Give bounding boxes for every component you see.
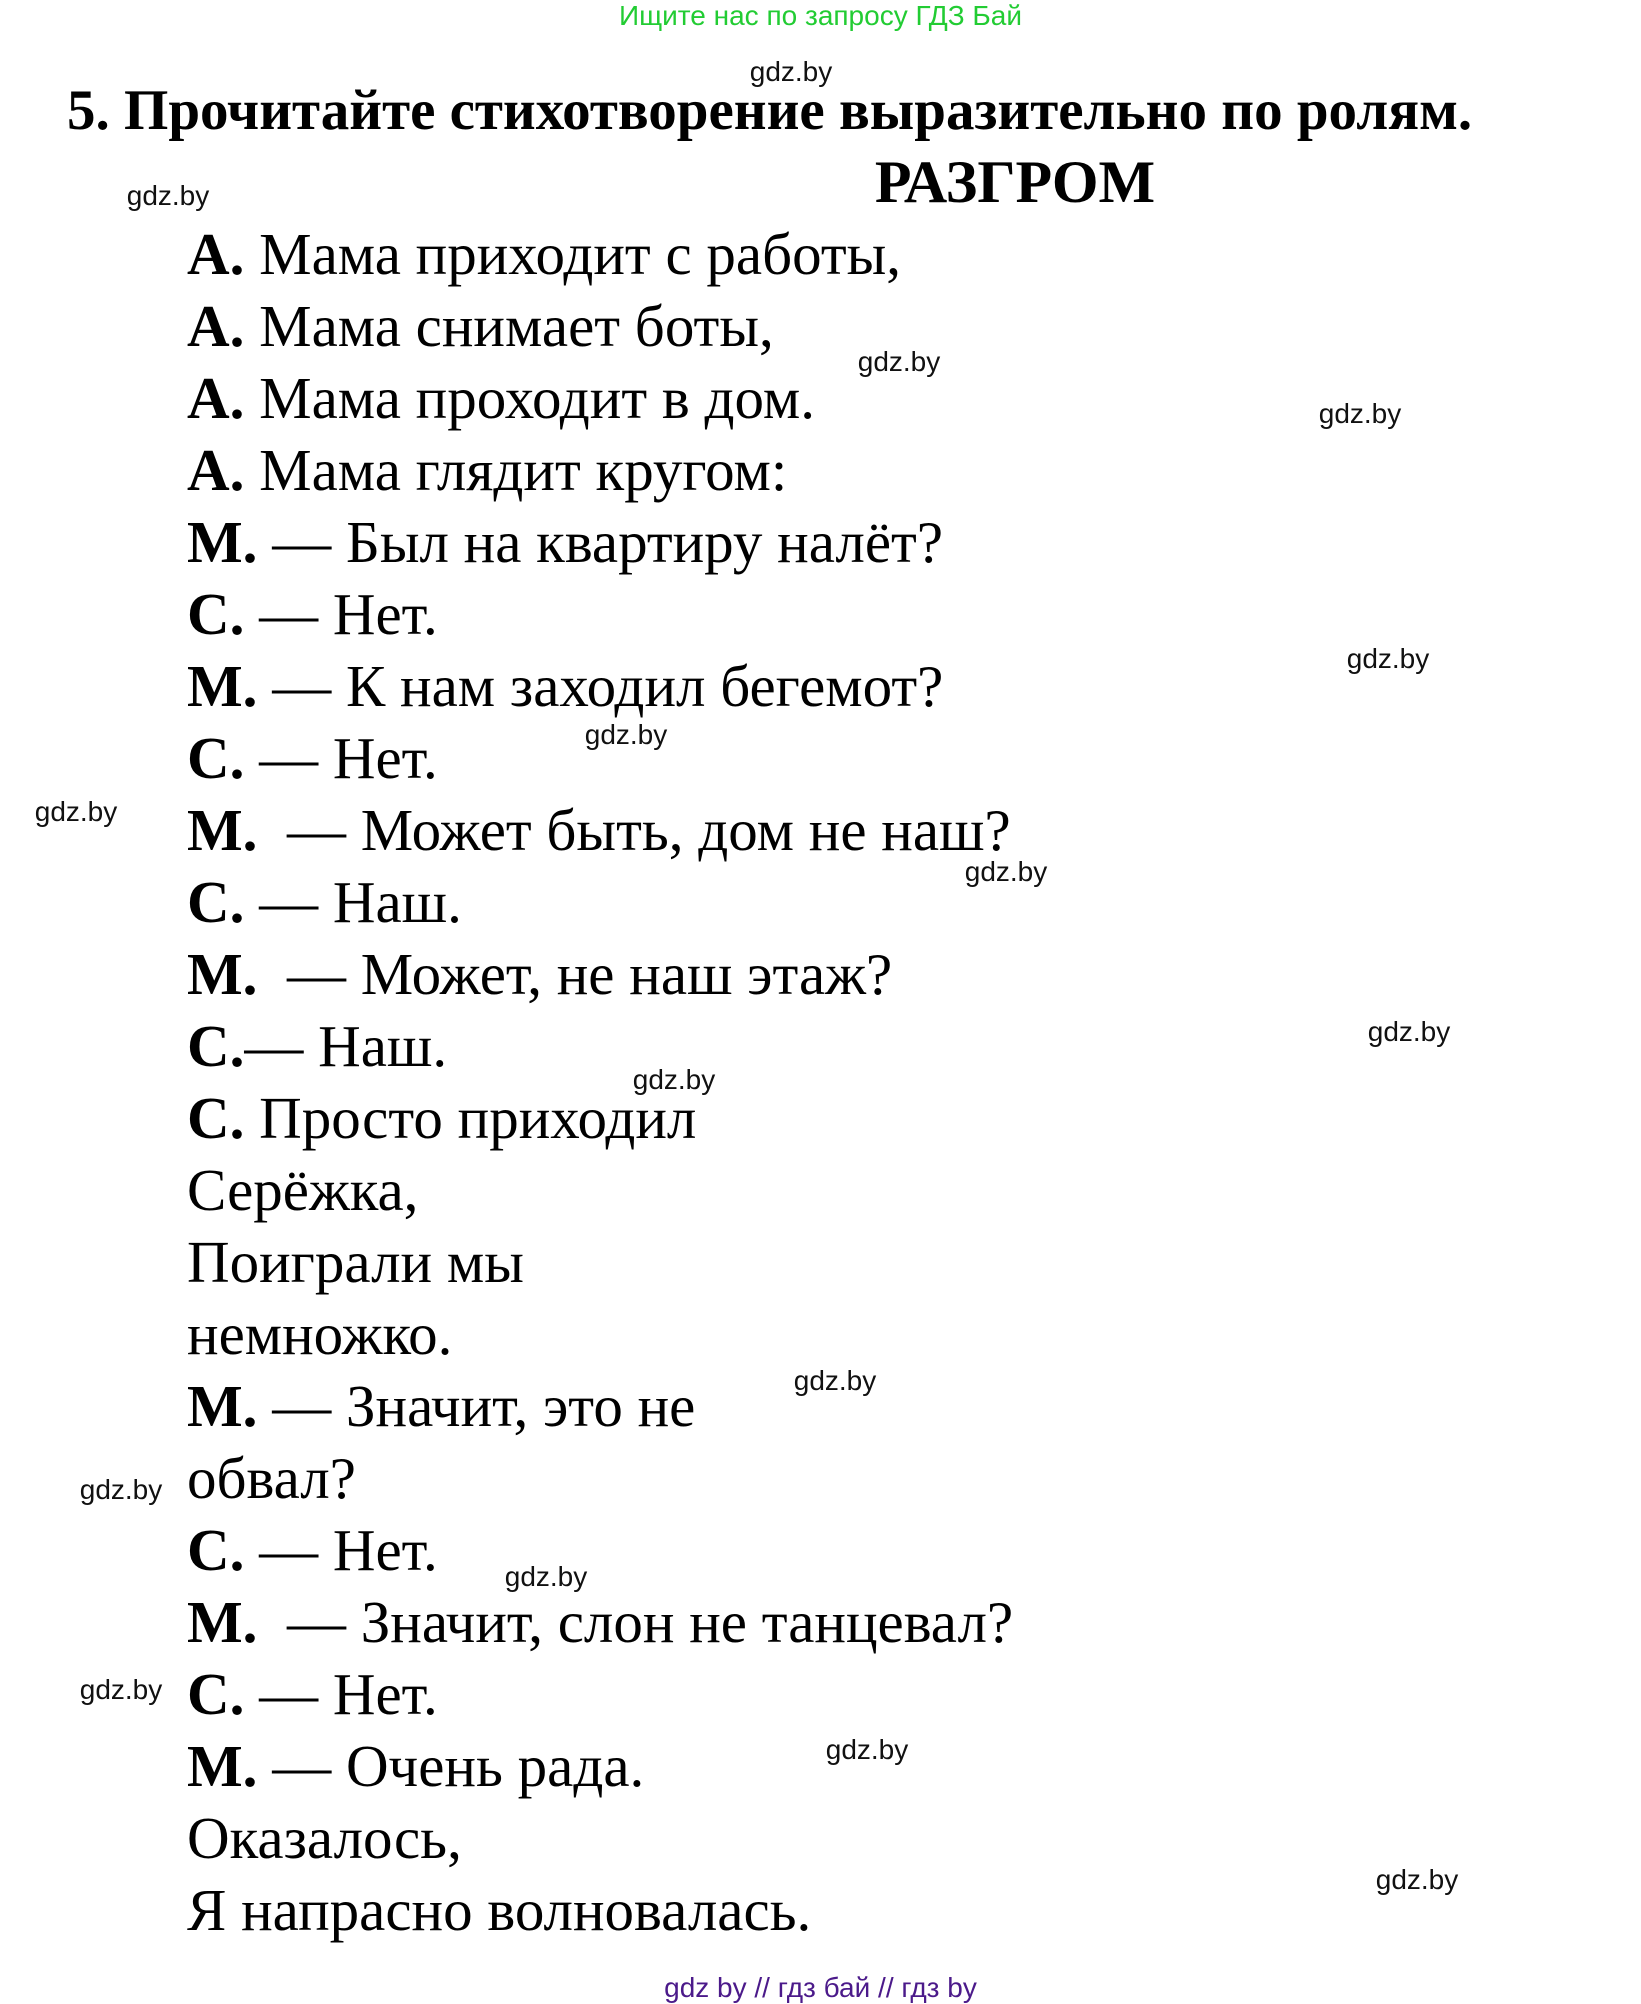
line-text: — Может, не наш этаж?	[257, 941, 893, 1007]
search-hint-banner: Ищите нас по запросу ГДЗ Бай	[618, 0, 1023, 31]
line-text: — Значит, это не	[257, 1373, 696, 1439]
line-text: Я напрасно волновалась.	[187, 1877, 812, 1943]
poem-line	[187, 866, 462, 938]
speaker-label: М.	[187, 509, 258, 575]
poem-line	[187, 1154, 418, 1226]
watermark: gdz.by	[79, 1474, 163, 1505]
watermark: gdz.by	[1367, 1016, 1451, 1047]
speaker-label: С.	[187, 1517, 245, 1583]
speaker-label: С.	[187, 1013, 245, 1079]
line-text: — Может быть, дом не наш?	[257, 797, 1011, 863]
line-text: Мама снимает боты,	[244, 293, 774, 359]
poem-title: РАЗГРОМ	[874, 149, 1156, 215]
poem-line	[187, 1370, 695, 1442]
poem-line	[187, 1586, 1013, 1658]
line-text: — Нет.	[244, 1661, 438, 1727]
watermark: gdz.by	[632, 1064, 716, 1095]
poem-line	[187, 794, 1011, 866]
speaker-label: М.	[187, 1373, 258, 1439]
poem-line	[187, 506, 943, 578]
line-text: — Был на квартиру налёт?	[257, 509, 944, 575]
line-text: Мама глядит кругом:	[244, 437, 788, 503]
poem-line	[187, 1226, 524, 1298]
line-text: — Наш.	[244, 1013, 448, 1079]
line-text: обвал?	[187, 1445, 356, 1511]
line-text: Серёжка,	[187, 1157, 419, 1223]
watermark: gdz.by	[825, 1734, 909, 1765]
watermark: gdz.by	[749, 56, 833, 87]
line-text: — Нет.	[244, 1517, 438, 1583]
line-text: — Очень рада.	[257, 1733, 645, 1799]
speaker-label: М.	[187, 1589, 258, 1655]
line-text: Поиграли мы	[187, 1229, 524, 1295]
poem-line	[187, 650, 943, 722]
line-text: Мама приходит с работы,	[244, 221, 901, 287]
poem-line	[187, 722, 438, 794]
poem-line	[187, 1730, 644, 1802]
line-text: — Нет.	[244, 581, 438, 647]
speaker-label: С.	[187, 581, 245, 647]
poem-line	[187, 434, 787, 506]
line-text: Просто приходил	[244, 1085, 697, 1151]
speaker-label: М.	[187, 797, 258, 863]
poem-line	[187, 1298, 452, 1370]
speaker-label: А.	[187, 221, 245, 287]
speaker-label: А.	[187, 293, 245, 359]
line-text: Оказалось,	[187, 1805, 462, 1871]
watermark: gdz.by	[793, 1365, 877, 1396]
speaker-label: С.	[187, 1085, 245, 1151]
watermark: gdz.by	[857, 346, 941, 377]
speaker-label: С.	[187, 725, 245, 791]
speaker-label: С.	[187, 869, 245, 935]
watermark: gdz.by	[504, 1561, 588, 1592]
watermark: gdz.by	[1375, 1864, 1459, 1895]
poem-line	[187, 1658, 438, 1730]
line-text: немножко.	[187, 1301, 453, 1367]
poem-line	[187, 1442, 356, 1514]
speaker-label: А.	[187, 365, 245, 431]
poem-line	[187, 1514, 438, 1586]
line-text: — Наш.	[244, 869, 462, 935]
watermark: gdz.by	[1318, 398, 1402, 429]
watermark: gdz.by	[34, 796, 118, 827]
poem-line	[187, 578, 438, 650]
line-text: — Значит, слон не танцевал?	[257, 1589, 1014, 1655]
speaker-label: М.	[187, 1733, 258, 1799]
poem-line	[187, 362, 815, 434]
line-text: Мама проходит в дом.	[244, 365, 815, 431]
poem-line	[187, 218, 901, 290]
poem-line	[187, 938, 892, 1010]
poem-line	[187, 290, 774, 362]
poem-line	[187, 1082, 696, 1154]
poem-line	[187, 1010, 447, 1082]
watermark: gdz.by	[584, 719, 668, 750]
speaker-label: С.	[187, 1661, 245, 1727]
task-title: 5. Прочитайте стихотворение выразительно по ролям.	[67, 79, 1473, 142]
speaker-label: М.	[187, 653, 258, 719]
poem-line	[187, 1802, 462, 1874]
watermark: gdz.by	[126, 180, 210, 211]
line-text: — Нет.	[244, 725, 438, 791]
footer-links: gdz by // гдз бай // гдз by	[664, 1972, 977, 2003]
speaker-label: М.	[187, 941, 258, 1007]
line-text: — К нам заходил бегемот?	[257, 653, 944, 719]
watermark: gdz.by	[79, 1674, 163, 1705]
speaker-label: А.	[187, 437, 245, 503]
poem-line	[187, 1874, 811, 1946]
watermark: gdz.by	[1346, 643, 1430, 674]
watermark: gdz.by	[964, 856, 1048, 887]
